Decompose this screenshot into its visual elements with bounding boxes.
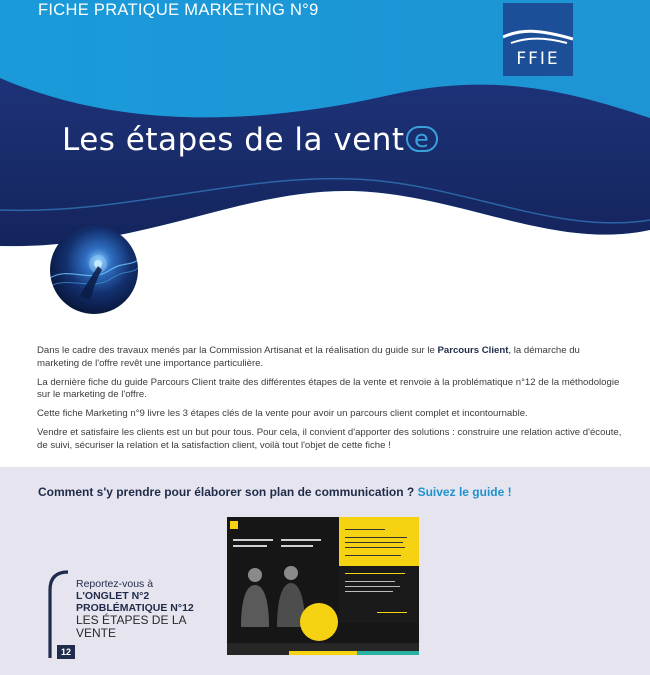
- ref-line-3: PROBLÉMATIQUE N°12: [76, 602, 194, 614]
- thumb-line: [345, 586, 400, 587]
- fiche-label: FICHE PRATIQUE MARKETING N°9: [38, 1, 319, 19]
- title-text: Les étapes de la vent: [62, 122, 405, 158]
- p1-text-a: Dans le cadre des travaux menés par la Commission Artisanat et la réalisation du guide sur le: [37, 345, 438, 356]
- ref-line-2: L'ONGLET N°2: [76, 590, 150, 602]
- logo-wave-icon: [503, 19, 573, 49]
- header-banner: [0, 0, 650, 250]
- thumb-footer-teal: [357, 651, 419, 655]
- ref-line-4: LES ÉTAPES DE LA: [76, 613, 187, 627]
- thumb-line: [345, 581, 395, 582]
- thumb-line: [345, 547, 405, 548]
- cta-link[interactable]: Suivez le guide !: [417, 485, 512, 499]
- thumb-line: [345, 573, 405, 574]
- cta-line: [38, 485, 512, 499]
- thumb-line: [345, 542, 403, 543]
- logo-text: FFIE: [516, 49, 560, 69]
- digital-hand-photo: [50, 226, 138, 314]
- paragraph-3: Cette fiche Marketing n°9 livre les 3 étapes clés de la vente pour avoir un parcours client complet et incontournable.: [37, 408, 528, 419]
- photo-graphic: [50, 226, 138, 314]
- paragraph-2: La dernière fiche du guide Parcours Client traite des différentes étapes de la vente et renvoie à la problématique n°12 de la méthodologie sur le marketing de l'offre.: [37, 376, 620, 400]
- guide-page-thumbnail[interactable]: [227, 517, 419, 655]
- thumb-footer-yellow: [289, 651, 357, 655]
- intro-text: [37, 345, 622, 459]
- paragraph-4: Vendre et satisfaire les clients est un but pour tous. Pour cela, il convient d'apporter des solutions : construire une relation active d'écoute, de suivi, sécuriser la relation et la satisfaction client, voilà tout l'objet de cette fiche !: [37, 427, 622, 451]
- thumb-line: [345, 555, 401, 556]
- thumb-line: [345, 591, 393, 592]
- parcours-client-bold: Parcours Client: [437, 345, 509, 356]
- thumb-dark-panel: [339, 566, 419, 623]
- ffie-logo: [503, 3, 573, 76]
- paragraph-1: [37, 345, 622, 370]
- title-accent-e: e: [406, 126, 438, 152]
- ref-line-5: VENTE: [76, 626, 117, 640]
- reference-block: [76, 578, 194, 640]
- cta-question: Comment s'y prendre pour élaborer son plan de communication ?: [38, 485, 418, 499]
- thumb-yellow-circle: [300, 603, 338, 641]
- onglet-badge: 12: [57, 645, 75, 659]
- thumb-line: [345, 529, 385, 530]
- thumb-line: [377, 612, 407, 613]
- ref-line-1: Reportez-vous à: [76, 578, 154, 590]
- thumb-line: [345, 537, 407, 538]
- p1-text-b: , la démarche du marketing de l'offre revêt une importance particulière.: [37, 345, 580, 369]
- page-title: [62, 122, 438, 158]
